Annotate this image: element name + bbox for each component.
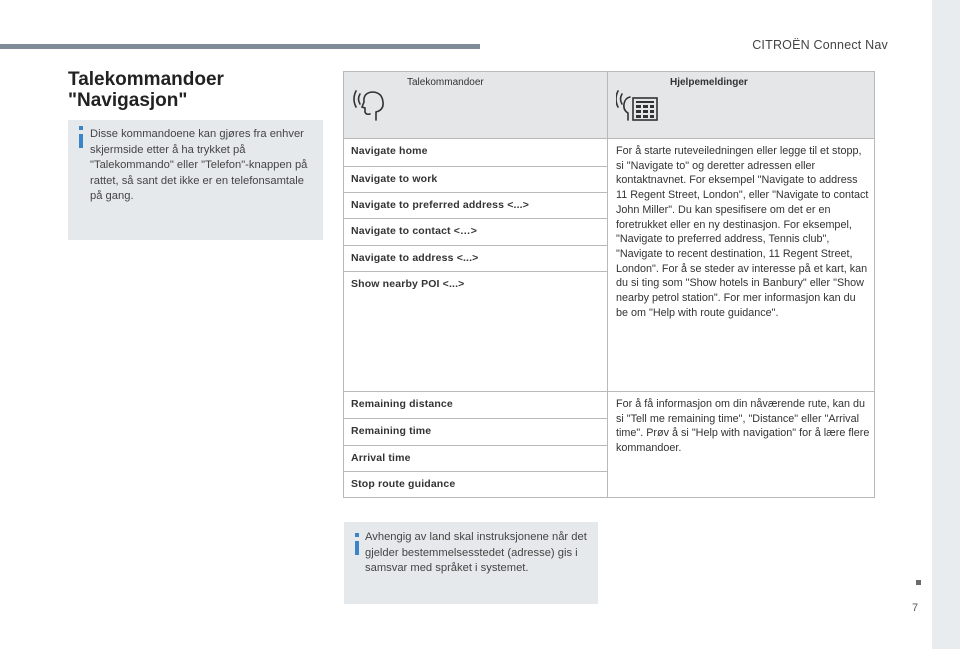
brand-title: CITROËN Connect Nav bbox=[752, 38, 888, 52]
side-strip bbox=[932, 0, 960, 649]
commands-table bbox=[343, 71, 875, 498]
section-title bbox=[68, 69, 328, 111]
command-label: Show nearby POI <...> bbox=[351, 278, 465, 290]
table-row-navigate-home bbox=[344, 138, 608, 166]
info-icon-bar bbox=[79, 134, 83, 148]
info-icon bbox=[355, 533, 359, 537]
command-label: Stop route guidance bbox=[351, 478, 456, 490]
table-row-stop-guidance bbox=[344, 471, 608, 497]
command-label: Navigate to address <...> bbox=[351, 252, 479, 264]
info-icon bbox=[79, 126, 83, 130]
table-row-navigate-contact bbox=[344, 218, 608, 245]
table-row-remaining-distance bbox=[344, 391, 608, 418]
command-label: Navigate to contact <…> bbox=[351, 225, 477, 237]
page-marker bbox=[916, 580, 921, 585]
column-header-help bbox=[608, 72, 874, 138]
command-label: Arrival time bbox=[351, 452, 411, 464]
voice-screen-icon bbox=[616, 82, 662, 124]
command-label: Navigate to preferred address <...> bbox=[351, 199, 529, 211]
help-text-navigation: For å starte ruteveiledningen eller legge til et stopp, si "Navigate to" og deretter adressen eller kontaktnavnet. For eksempel "Navigate to address 11 Regent Street, London", eller "Navigate to contact John Miller". Du kan spesifisere om det er en foretrukket eller en ny destinasjon. For eksempel, "Navigate to preferred address, Tennis club", "Navigate to recent destination, 11 Regent Street, London". For å se steder av interesse på et kart, kan du si ting som "Show hotels in Banbury" eller "Show nearby petrol station". For mer informasjon kan du be om "Help with route guidance". bbox=[616, 145, 869, 319]
help-text-route-info: For å få informasjon om din nåværende rute, kan du si "Tell me remaining time", "Distance" eller "Arrival time". Prøv å si "Help with navigation" for å lære flere kommandoer. bbox=[616, 398, 870, 455]
column-header-commands bbox=[344, 72, 608, 138]
page-number: 7 bbox=[912, 602, 919, 614]
table-row-arrival-time bbox=[344, 445, 608, 471]
table-row-navigate-work bbox=[344, 166, 608, 192]
command-label: Remaining time bbox=[351, 425, 432, 437]
command-label: Remaining distance bbox=[351, 398, 453, 410]
info-icon-bar bbox=[355, 541, 359, 555]
table-row-remaining-time bbox=[344, 418, 608, 445]
voice-speaking-icon bbox=[352, 82, 394, 124]
column-header-commands-label: Talekommandoer bbox=[407, 77, 484, 88]
header-rule bbox=[0, 44, 480, 49]
info-text-bottom: Avhengig av land skal instruksjonene når det gjelder bestemmelsesstedet (adresse) gis i samsvar med språket i systemet. bbox=[365, 531, 587, 574]
section-title-line2: "Navigasjon" bbox=[68, 90, 188, 111]
table-row-navigate-address bbox=[344, 245, 608, 271]
command-label: Navigate home bbox=[351, 145, 428, 157]
help-cell-navigation bbox=[608, 138, 874, 391]
table-row-show-poi bbox=[344, 271, 608, 391]
command-label: Navigate to work bbox=[351, 173, 438, 185]
info-text-top: Disse kommandoene kan gjøres fra enhver skjermside etter å ha trykket på "Talekommando" eller "Telefon"-knappen på rattet, så sant det ikke er en telefonsamtale på gang. bbox=[90, 128, 308, 202]
column-header-help-label: Hjelpemeldinger bbox=[670, 77, 748, 88]
help-cell-route-info bbox=[608, 391, 874, 497]
info-box-bottom bbox=[344, 522, 598, 604]
table-row-navigate-preferred bbox=[344, 192, 608, 218]
info-box-top bbox=[68, 120, 323, 240]
section-title-line1: Talekommandoer bbox=[68, 69, 224, 90]
